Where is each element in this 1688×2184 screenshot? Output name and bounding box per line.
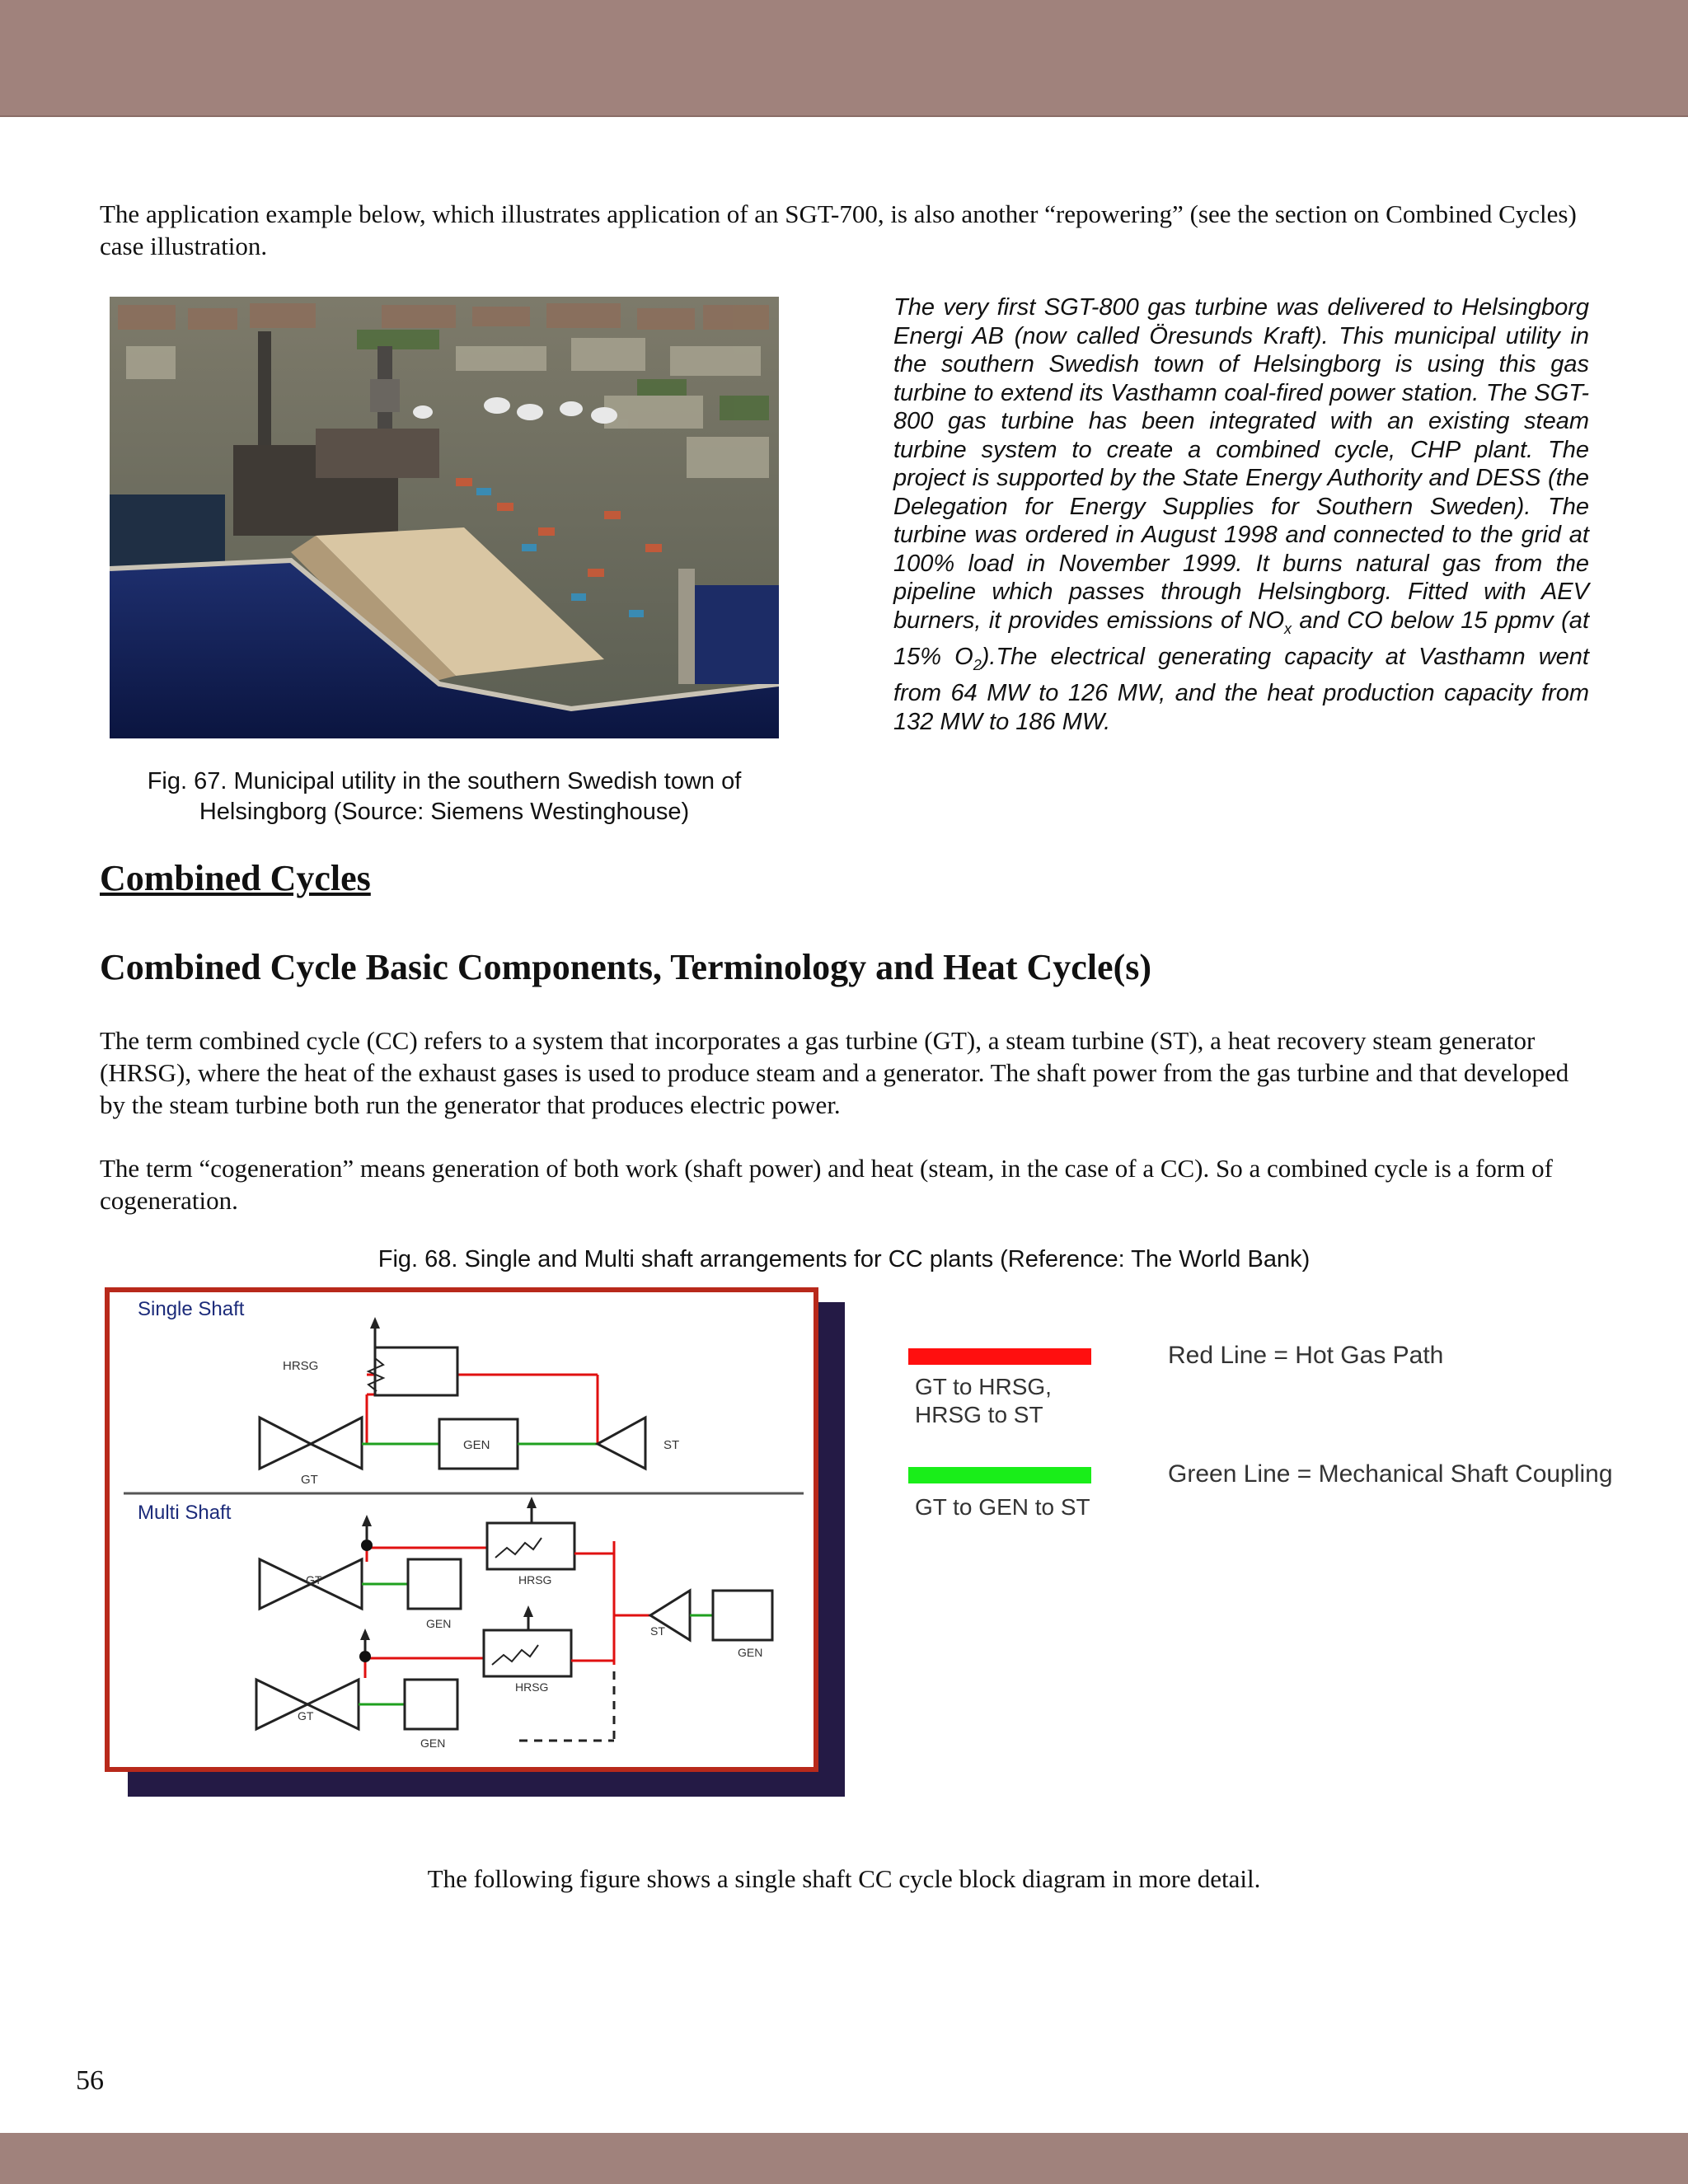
closing-sentence: The following figure shows a single shaft CC cycle block diagram in more detail. bbox=[427, 1864, 1261, 1893]
heading-combined-cycles: Combined Cycles bbox=[100, 858, 371, 898]
intro-paragraph: The application example below, which illustrates application of an SGT-700, is also another “repowering” (see the section on Combined Cycles) case illustration. bbox=[100, 199, 1577, 260]
gt-label: GT bbox=[301, 1473, 318, 1487]
legend-green-swatch bbox=[908, 1467, 1091, 1483]
stack-valve-icon bbox=[361, 1540, 373, 1551]
fig68-caption: Fig. 68. Single and Multi shaft arrangements for CC plants (Reference: The World Bank) bbox=[377, 1246, 1311, 1272]
gt-label: GT bbox=[298, 1709, 314, 1722]
legend-green-title: Green Line = Mechanical Shaft Coupling bbox=[1168, 1460, 1613, 1488]
hrsg-box bbox=[487, 1523, 574, 1569]
aerial-photo-graphic bbox=[110, 297, 779, 738]
gen-label: GEN bbox=[463, 1438, 490, 1452]
o2-subscript: 2 bbox=[973, 656, 982, 673]
power-station-photo bbox=[110, 297, 779, 738]
diagram-frame bbox=[107, 1290, 816, 1769]
fig67-caption-line2: Helsingborg (Source: Siemens Westinghouse) bbox=[199, 799, 690, 825]
hrsg-label: HRSG bbox=[518, 1573, 552, 1586]
shaft-arrangement-diagram bbox=[103, 1286, 845, 1797]
sgt800-text-part3: ).The electrical generating capacity at Vasthamn went from 64 MW to 126 MW, and the heat production capacity from 132 MW to 186 MW. bbox=[893, 643, 1589, 735]
legend-red-description bbox=[915, 1373, 1052, 1429]
fig67-caption bbox=[110, 766, 779, 827]
gen-box bbox=[408, 1559, 461, 1609]
paragraph-cogeneration-definition: The term “cogeneration” means generation of both work (shaft power) and heat (steam, in the case of a CC). So a combined cycle is a form of cogeneration. bbox=[100, 1154, 1553, 1215]
header-band bbox=[0, 0, 1688, 117]
gen-box bbox=[405, 1680, 457, 1729]
legend-red-desc-line1: GT to HRSG, bbox=[915, 1374, 1052, 1399]
gen-label: GEN bbox=[738, 1646, 763, 1659]
gt-label: GT bbox=[306, 1573, 322, 1586]
hrsg-box bbox=[484, 1630, 571, 1676]
gen-label: GEN bbox=[420, 1736, 446, 1750]
legend-red-desc-line2: HRSG to ST bbox=[915, 1402, 1043, 1427]
fig67-caption-line1: Fig. 67. Municipal utility in the southern Swedish town of bbox=[147, 768, 742, 794]
sgt800-text-part1: The very first SGT-800 gas turbine was delivered to Helsingborg Energi AB (now called Öresunds Kraft). This municipal utility in the southern Swedish town of Helsingborg is using this gas turbine to extend its Vasthamn coal-fired power station. The SGT-800 gas turbine has been integrated with an existing steam turbine system to create a combined cycle, CHP plant. The project is supported by the State Energy Authority and DESS (the Delegation for Energy Supplies for Southern Sweden). The turbine was ordered in August 1998 and connected to the grid at 100% load in November 1999. It burns natural gas from the pipeline which passes through Helsingborg. Fitted with AEV burners, it provides emissions of NO bbox=[893, 294, 1589, 634]
hrsg-label: HRSG bbox=[283, 1359, 319, 1373]
legend-red-title: Red Line = Hot Gas Path bbox=[1168, 1342, 1444, 1369]
gen-box bbox=[713, 1591, 772, 1640]
hrsg-box bbox=[375, 1347, 457, 1395]
paragraph-combined-cycle-definition: The term combined cycle (CC) refers to a system that incorporates a gas turbine (GT), a steam turbine (ST), a heat recovery steam generator (HRSG), where the heat of the exhaust gases is used to produce steam and a generator. The shaft power from the gas turbine and that developed by the steam turbine both run the generator that produces electric power. bbox=[100, 1026, 1569, 1119]
stack-valve-icon bbox=[359, 1651, 371, 1662]
hrsg-label: HRSG bbox=[515, 1680, 549, 1694]
heading-basic-components: Combined Cycle Basic Components, Terminology and Heat Cycle(s) bbox=[100, 947, 1151, 987]
st-label: ST bbox=[663, 1438, 680, 1452]
footer-band bbox=[0, 2133, 1688, 2184]
page-number: 56 bbox=[76, 2065, 104, 2096]
legend-green-description: GT to GEN to ST bbox=[915, 1494, 1090, 1520]
legend-red-swatch bbox=[908, 1348, 1091, 1365]
single-shaft-label: Single Shaft bbox=[138, 1298, 245, 1320]
sgt800-description bbox=[893, 293, 1589, 736]
shaft-diagram-svg bbox=[103, 1286, 845, 1797]
nox-subscript: x bbox=[1284, 620, 1292, 637]
multi-shaft-label: Multi Shaft bbox=[138, 1502, 232, 1524]
sgt800-text-part2: and CO below 15 ppmv (at 15% O bbox=[893, 607, 1589, 670]
st-label: ST bbox=[650, 1624, 665, 1638]
gen-label: GEN bbox=[426, 1617, 452, 1630]
